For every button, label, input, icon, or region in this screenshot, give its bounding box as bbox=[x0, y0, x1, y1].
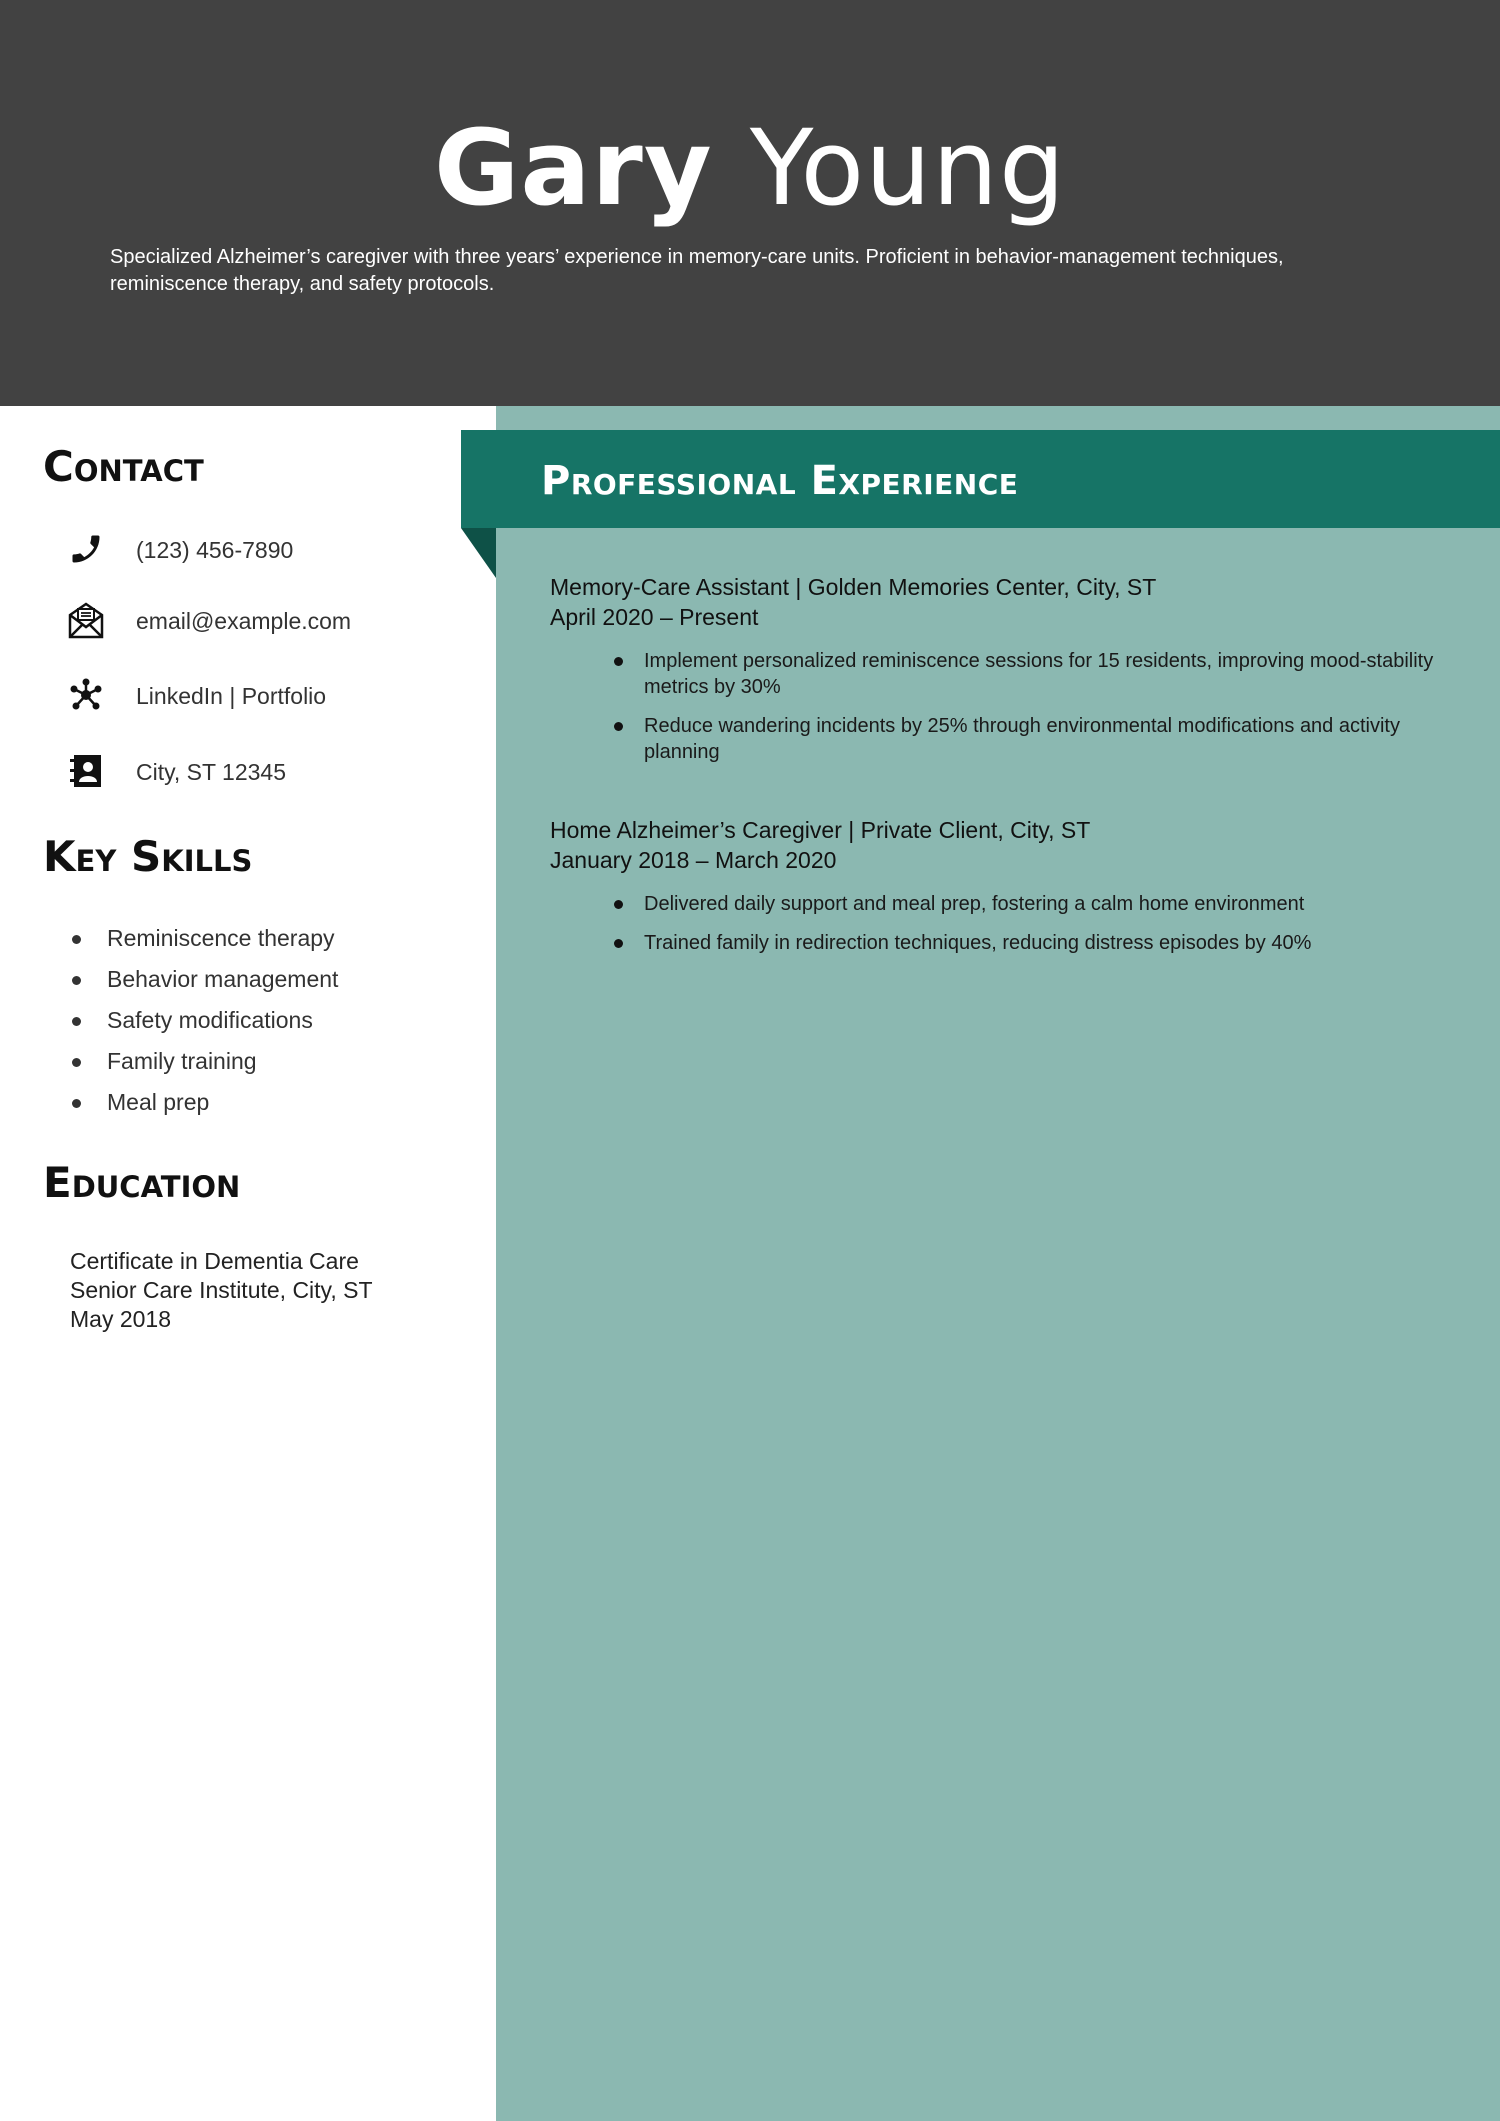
job-entry bbox=[550, 815, 1470, 969]
job-dates: January 2018 – March 2020 bbox=[550, 847, 837, 873]
list-item: Reduce wandering incidents by 25% through environmental modifications and activity planning bbox=[614, 713, 1470, 765]
job-title: Home Alzheimer’s Caregiver | Private Client, City, ST bbox=[550, 817, 1091, 843]
job-bullets bbox=[550, 891, 1470, 956]
list-item: Trained family in redirection techniques, reducing distress episodes by 40% bbox=[614, 930, 1470, 956]
email-address: email@example.com bbox=[136, 608, 352, 634]
list-item: Implement personalized reminiscence sessions for 15 residents, improving mood-stability metrics by 30% bbox=[614, 648, 1470, 700]
school: Senior Care Institute, City, ST bbox=[70, 1277, 373, 1303]
job-dates: April 2020 – Present bbox=[550, 604, 759, 630]
phone-number: (123) 456-7890 bbox=[136, 537, 294, 563]
phone-icon bbox=[62, 530, 110, 568]
education-entry bbox=[70, 1247, 450, 1334]
education-heading: Education bbox=[43, 1158, 241, 1207]
skills-list bbox=[70, 918, 450, 1123]
job-title: Memory-Care Assistant | Golden Memories Center, City, ST bbox=[550, 574, 1157, 600]
list-item: Reminiscence therapy bbox=[70, 918, 450, 959]
graduation-date: May 2018 bbox=[70, 1306, 172, 1332]
candidate-name bbox=[0, 108, 1500, 228]
experience-heading: Professional Experience bbox=[541, 458, 1019, 504]
list-item: Behavior management bbox=[70, 959, 450, 1000]
job-entry bbox=[550, 572, 1470, 778]
job-bullets bbox=[550, 648, 1470, 765]
list-item: Delivered daily support and meal prep, fostering a calm home environment bbox=[614, 891, 1470, 917]
header-banner bbox=[0, 0, 1500, 406]
city-state-zip: City, ST 12345 bbox=[136, 759, 287, 785]
list-item: Meal prep bbox=[70, 1082, 450, 1123]
first-name: Gary bbox=[433, 107, 713, 229]
contact-heading: Contact bbox=[43, 442, 204, 491]
envelope-icon bbox=[62, 601, 110, 639]
contact-phone bbox=[62, 527, 462, 571]
degree: Certificate in Dementia Care bbox=[70, 1248, 359, 1274]
list-item: Family training bbox=[70, 1041, 450, 1082]
skills-heading: Key Skills bbox=[43, 832, 253, 881]
profile-summary: Specialized Alzheimer’s caregiver with three years’ experience in memory-care units. Proficient in behavior-management techniques, reminiscence therapy, and safety protocols. bbox=[110, 246, 1284, 295]
list-item: Safety modifications bbox=[70, 1000, 450, 1041]
linkedin-portfolio: LinkedIn | Portfolio bbox=[136, 683, 327, 709]
network-icon bbox=[62, 676, 110, 714]
contact-links bbox=[62, 673, 462, 717]
banner-fold bbox=[461, 528, 496, 578]
contact-address bbox=[62, 749, 462, 793]
contact-email bbox=[62, 598, 462, 642]
address-book-icon bbox=[62, 752, 110, 790]
last-name: Young bbox=[749, 107, 1067, 229]
